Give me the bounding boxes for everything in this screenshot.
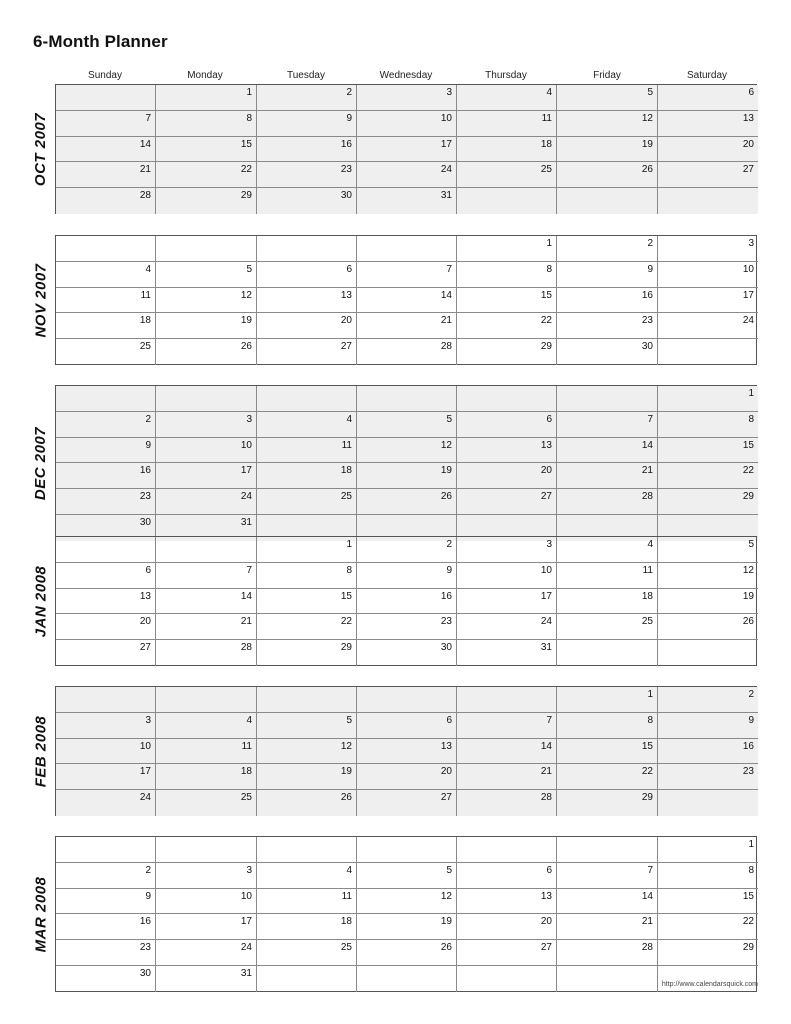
day-cell: 6 xyxy=(658,85,758,111)
day-cell xyxy=(357,966,457,992)
day-cell xyxy=(357,236,457,262)
day-cell: 3 xyxy=(457,537,557,563)
day-cell: 22 xyxy=(257,614,357,640)
day-cell: 31 xyxy=(357,188,457,214)
day-cell: 17 xyxy=(156,463,257,489)
day-cell: 28 xyxy=(156,640,257,666)
day-cell: 3 xyxy=(156,412,257,438)
day-cell: 13 xyxy=(658,111,758,137)
day-cell: 28 xyxy=(557,940,658,966)
day-cell: 13 xyxy=(457,438,557,463)
day-cell: 4 xyxy=(257,412,357,438)
day-cell: 6 xyxy=(56,563,156,589)
day-cell: 5 xyxy=(257,713,357,739)
day-cell: 31 xyxy=(457,640,557,666)
day-cell: 19 xyxy=(658,589,758,614)
day-cell: 17 xyxy=(658,288,758,313)
day-cell: 14 xyxy=(557,889,658,914)
day-cell: 24 xyxy=(658,313,758,339)
day-cell: 25 xyxy=(557,614,658,640)
day-cell: 14 xyxy=(357,288,457,313)
day-cell: 24 xyxy=(457,614,557,640)
page-title: 6-Month Planner xyxy=(33,32,168,51)
day-name-wednesday: Wednesday xyxy=(379,70,433,81)
day-cell: 5 xyxy=(357,412,457,438)
day-name-thursday: Thursday xyxy=(485,70,527,81)
day-cell: 12 xyxy=(557,111,658,137)
day-cell: 16 xyxy=(56,914,156,940)
day-cell: 1 xyxy=(557,687,658,713)
day-cell: 3 xyxy=(658,236,758,262)
day-cell: 27 xyxy=(357,790,457,816)
day-cell xyxy=(257,687,357,713)
day-cell: 5 xyxy=(156,262,257,288)
day-cell xyxy=(56,236,156,262)
day-cell: 8 xyxy=(658,863,758,889)
day-cell: 10 xyxy=(457,563,557,589)
day-cell: 20 xyxy=(357,764,457,790)
month-grid xyxy=(55,235,757,365)
day-cell: 29 xyxy=(658,940,758,966)
day-cell: 12 xyxy=(658,563,758,589)
day-cell: 4 xyxy=(457,85,557,111)
day-cell: 21 xyxy=(557,914,658,940)
day-cell: 23 xyxy=(357,614,457,640)
day-cell: 11 xyxy=(557,563,658,589)
month-grid xyxy=(55,536,757,666)
day-cell: 9 xyxy=(56,438,156,463)
day-cell: 9 xyxy=(56,889,156,914)
day-cell: 22 xyxy=(557,764,658,790)
day-cell: 18 xyxy=(56,313,156,339)
day-cell: 17 xyxy=(457,589,557,614)
day-cell: 19 xyxy=(257,764,357,790)
day-cell: 5 xyxy=(557,85,658,111)
day-cell: 31 xyxy=(156,515,257,541)
day-cell: 23 xyxy=(658,764,758,790)
day-cell: 23 xyxy=(257,162,357,188)
day-cell: 16 xyxy=(658,739,758,764)
day-cell: 26 xyxy=(357,489,457,515)
month-label xyxy=(26,686,56,816)
month-grid xyxy=(55,84,757,214)
day-cell xyxy=(457,386,557,412)
day-cell: 13 xyxy=(357,739,457,764)
day-name-monday: Monday xyxy=(187,70,223,81)
day-cell: 18 xyxy=(257,914,357,940)
day-name-header xyxy=(55,70,757,84)
day-cell: 2 xyxy=(257,85,357,111)
day-cell: 23 xyxy=(56,940,156,966)
day-cell: 1 xyxy=(457,236,557,262)
day-cell: 8 xyxy=(658,412,758,438)
day-cell: 27 xyxy=(658,162,758,188)
day-cell: 28 xyxy=(457,790,557,816)
day-cell: 27 xyxy=(457,940,557,966)
day-cell: 16 xyxy=(557,288,658,313)
day-cell: 27 xyxy=(56,640,156,666)
month-grid xyxy=(55,686,757,816)
day-cell: 4 xyxy=(557,537,658,563)
day-cell xyxy=(56,537,156,563)
day-cell: 14 xyxy=(56,137,156,162)
day-cell: 20 xyxy=(56,614,156,640)
day-cell: 13 xyxy=(257,288,357,313)
day-cell: 30 xyxy=(257,188,357,214)
day-cell: 6 xyxy=(357,713,457,739)
day-cell: 8 xyxy=(557,713,658,739)
day-name-tuesday: Tuesday xyxy=(287,70,325,81)
day-cell: 9 xyxy=(257,111,357,137)
day-cell: 18 xyxy=(156,764,257,790)
day-cell xyxy=(557,640,658,666)
day-cell xyxy=(557,188,658,214)
day-cell: 20 xyxy=(457,463,557,489)
day-cell: 24 xyxy=(56,790,156,816)
day-cell: 10 xyxy=(156,438,257,463)
day-cell: 13 xyxy=(457,889,557,914)
day-cell: 21 xyxy=(156,614,257,640)
day-cell: 5 xyxy=(357,863,457,889)
day-cell: 11 xyxy=(56,288,156,313)
day-cell: 29 xyxy=(457,339,557,365)
day-cell: 15 xyxy=(557,739,658,764)
month-grid xyxy=(55,385,757,541)
day-cell: 9 xyxy=(557,262,658,288)
day-cell: 9 xyxy=(658,713,758,739)
day-cell: 29 xyxy=(156,188,257,214)
month-label-text: NOV 2007 xyxy=(32,262,50,338)
day-cell: 3 xyxy=(357,85,457,111)
day-cell xyxy=(257,837,357,863)
day-cell: 28 xyxy=(557,489,658,515)
month-label-text: JAN 2008 xyxy=(32,565,50,637)
day-cell: 30 xyxy=(56,966,156,992)
day-cell: 1 xyxy=(257,537,357,563)
day-cell: 11 xyxy=(257,889,357,914)
day-cell: 6 xyxy=(457,412,557,438)
day-name-friday: Friday xyxy=(593,70,621,81)
day-cell: 14 xyxy=(557,438,658,463)
day-cell xyxy=(457,837,557,863)
month-grid xyxy=(55,836,757,992)
day-cell xyxy=(557,386,658,412)
day-cell: 17 xyxy=(357,137,457,162)
day-cell: 30 xyxy=(357,640,457,666)
day-cell: 30 xyxy=(56,515,156,541)
day-cell: 2 xyxy=(357,537,457,563)
day-cell xyxy=(257,966,357,992)
day-cell: 14 xyxy=(457,739,557,764)
day-name-saturday: Saturday xyxy=(686,70,728,81)
day-cell: 7 xyxy=(56,111,156,137)
day-cell: 2 xyxy=(56,412,156,438)
day-cell: 22 xyxy=(156,162,257,188)
day-cell: 28 xyxy=(56,188,156,214)
day-cell: 4 xyxy=(156,713,257,739)
day-cell: 20 xyxy=(457,914,557,940)
day-cell: 17 xyxy=(56,764,156,790)
day-cell: 26 xyxy=(557,162,658,188)
day-cell: 2 xyxy=(557,236,658,262)
day-cell: 25 xyxy=(156,790,257,816)
day-cell xyxy=(56,837,156,863)
day-name-sunday: Sunday xyxy=(88,70,122,81)
day-cell: 25 xyxy=(457,162,557,188)
day-cell: 15 xyxy=(658,438,758,463)
day-cell: 12 xyxy=(357,889,457,914)
day-cell: 29 xyxy=(658,489,758,515)
day-cell: 21 xyxy=(56,162,156,188)
day-cell: 20 xyxy=(257,313,357,339)
day-cell xyxy=(457,966,557,992)
day-cell: 20 xyxy=(658,137,758,162)
day-cell: 21 xyxy=(357,313,457,339)
day-cell xyxy=(658,640,758,666)
day-cell: 10 xyxy=(658,262,758,288)
month-label-text: FEB 2008 xyxy=(32,715,50,787)
day-cell: 4 xyxy=(257,863,357,889)
month-label xyxy=(26,235,56,365)
day-cell: 7 xyxy=(156,563,257,589)
day-cell: 2 xyxy=(56,863,156,889)
day-cell: 7 xyxy=(557,863,658,889)
day-cell: 10 xyxy=(156,889,257,914)
day-cell: 8 xyxy=(257,563,357,589)
month-label-text: DEC 2007 xyxy=(32,426,50,500)
day-cell: 22 xyxy=(658,463,758,489)
month-label xyxy=(26,84,56,214)
day-cell: 11 xyxy=(257,438,357,463)
day-cell: 2 xyxy=(658,687,758,713)
day-cell: 14 xyxy=(156,589,257,614)
day-cell: 27 xyxy=(257,339,357,365)
day-cell: 27 xyxy=(457,489,557,515)
month-label-text: OCT 2007 xyxy=(32,112,50,186)
month-label xyxy=(26,385,56,541)
day-cell: 25 xyxy=(56,339,156,365)
day-cell: 7 xyxy=(457,713,557,739)
day-cell: 16 xyxy=(357,589,457,614)
day-cell: 12 xyxy=(257,739,357,764)
day-cell: 26 xyxy=(156,339,257,365)
day-cell xyxy=(557,966,658,992)
day-cell: 15 xyxy=(457,288,557,313)
day-cell: 17 xyxy=(156,914,257,940)
day-cell: 15 xyxy=(156,137,257,162)
day-cell: 13 xyxy=(56,589,156,614)
day-cell: 29 xyxy=(257,640,357,666)
day-cell: 4 xyxy=(56,262,156,288)
day-cell xyxy=(457,687,557,713)
day-cell: 22 xyxy=(457,313,557,339)
day-cell: 29 xyxy=(557,790,658,816)
day-cell: 21 xyxy=(457,764,557,790)
day-cell: 23 xyxy=(56,489,156,515)
day-cell: 31 xyxy=(156,966,257,992)
day-cell: 3 xyxy=(156,863,257,889)
day-cell: 3 xyxy=(56,713,156,739)
day-cell: 6 xyxy=(457,863,557,889)
day-cell xyxy=(658,790,758,816)
day-cell xyxy=(658,339,758,365)
day-cell: 11 xyxy=(457,111,557,137)
month-label xyxy=(26,836,56,992)
day-cell: 19 xyxy=(557,137,658,162)
day-cell: 6 xyxy=(257,262,357,288)
day-cell: 16 xyxy=(257,137,357,162)
day-cell: 10 xyxy=(56,739,156,764)
day-cell: 26 xyxy=(357,940,457,966)
day-cell: 26 xyxy=(257,790,357,816)
day-cell xyxy=(56,687,156,713)
day-cell: 8 xyxy=(457,262,557,288)
month-label xyxy=(26,536,56,666)
day-cell: 12 xyxy=(156,288,257,313)
day-cell: 24 xyxy=(156,940,257,966)
day-cell xyxy=(557,837,658,863)
day-cell: 25 xyxy=(257,489,357,515)
day-cell xyxy=(156,687,257,713)
day-cell: 24 xyxy=(357,162,457,188)
day-cell: 10 xyxy=(357,111,457,137)
day-cell xyxy=(357,687,457,713)
day-cell: 7 xyxy=(357,262,457,288)
day-cell: 19 xyxy=(156,313,257,339)
day-cell: 26 xyxy=(658,614,758,640)
day-cell xyxy=(257,236,357,262)
day-cell xyxy=(357,386,457,412)
day-cell: 21 xyxy=(557,463,658,489)
day-cell: 15 xyxy=(257,589,357,614)
day-cell: 1 xyxy=(658,837,758,863)
day-cell xyxy=(457,188,557,214)
day-cell: 23 xyxy=(557,313,658,339)
day-cell: 1 xyxy=(156,85,257,111)
month-label-text: MAR 2008 xyxy=(32,876,50,952)
day-cell xyxy=(156,537,257,563)
day-cell: 1 xyxy=(658,386,758,412)
day-cell xyxy=(658,188,758,214)
footer-url: http://www.calendarsquick.com xyxy=(661,981,758,988)
day-cell: 18 xyxy=(557,589,658,614)
day-cell: 25 xyxy=(257,940,357,966)
day-cell: 18 xyxy=(457,137,557,162)
day-cell xyxy=(156,236,257,262)
day-cell: 22 xyxy=(658,914,758,940)
day-cell: 28 xyxy=(357,339,457,365)
day-cell: 15 xyxy=(658,889,758,914)
day-cell: 16 xyxy=(56,463,156,489)
day-cell xyxy=(357,837,457,863)
day-cell: 12 xyxy=(357,438,457,463)
day-cell: 7 xyxy=(557,412,658,438)
day-cell xyxy=(257,386,357,412)
day-cell: 19 xyxy=(357,463,457,489)
day-cell: 11 xyxy=(156,739,257,764)
day-cell: 9 xyxy=(357,563,457,589)
day-cell xyxy=(56,85,156,111)
day-cell xyxy=(56,386,156,412)
day-cell: 30 xyxy=(557,339,658,365)
day-cell: 18 xyxy=(257,463,357,489)
day-cell: 5 xyxy=(658,537,758,563)
day-cell: 8 xyxy=(156,111,257,137)
day-cell xyxy=(156,837,257,863)
day-cell: 19 xyxy=(357,914,457,940)
day-cell xyxy=(658,966,758,992)
day-cell xyxy=(156,386,257,412)
day-cell: 24 xyxy=(156,489,257,515)
